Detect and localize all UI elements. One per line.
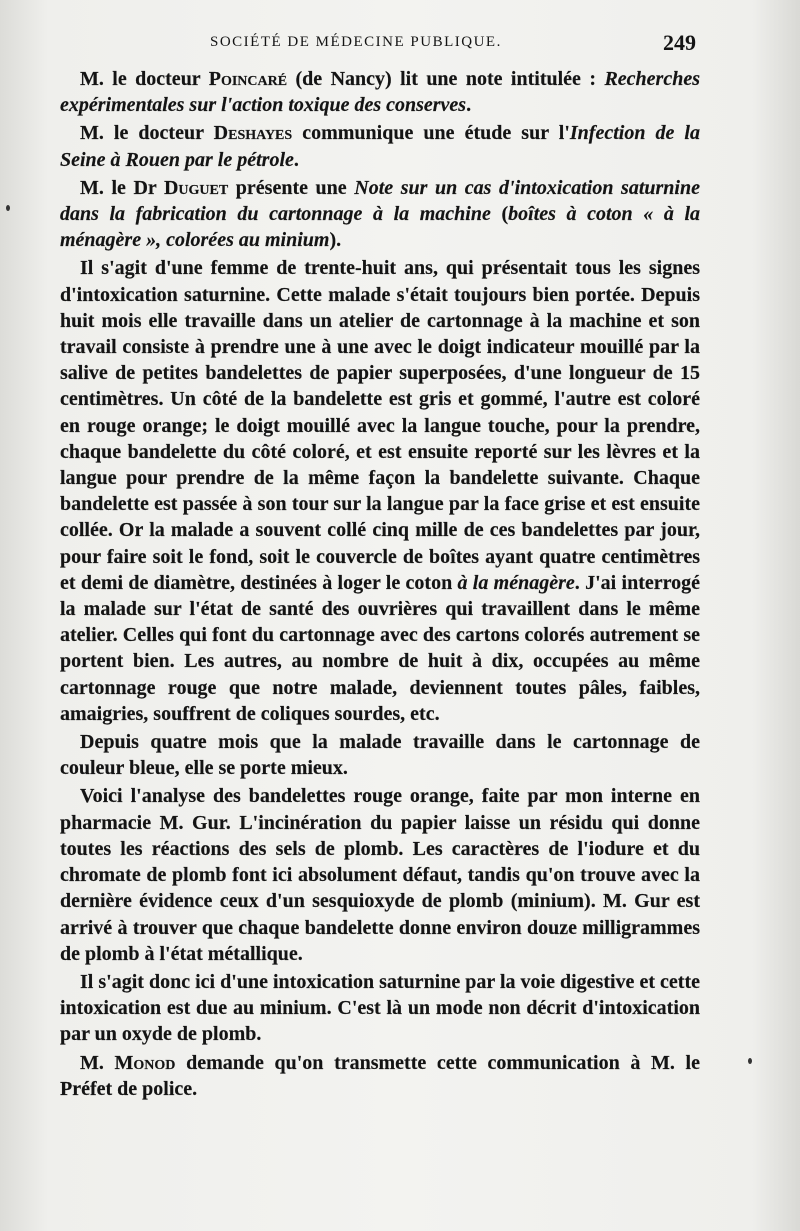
text-run: Depuis quatre mois que la malade travaille dans le cartonnage de couleur bleue, elle se porte mieux. bbox=[60, 731, 700, 780]
text-run: demande qu'on transmette cette communication à M. le Préfet de police. bbox=[60, 1051, 700, 1100]
paragraph-analysis bbox=[60, 783, 700, 966]
text-run: M. le docteur bbox=[80, 122, 214, 145]
text-run: communique une étude sur l' bbox=[292, 122, 570, 145]
author-name: Monod bbox=[114, 1051, 176, 1074]
paragraph-blue-cartonnage bbox=[60, 729, 700, 781]
italic-text: Recherches expérimentales sur l'action toxique des conserves bbox=[60, 68, 700, 117]
paragraph-poincare bbox=[60, 66, 700, 118]
text-run: Voici l'analyse des bandelettes rouge orange, faite par mon interne en pharmacie M. Gur. L'incinération du papier laisse un résidu qui donne toutes les réactions des sels de plomb. Les caractères de l'iodure et du chromate de plomb font ici absolument défaut, tandis qu'on trouve avec la dernière évidence ceux d'un sesquioxyde de plomb (minium). M. Gur est arrivé à trouver que chaque bandelette donne environ douze milligrammes de plomb à l'état métallique. bbox=[60, 785, 700, 965]
text-run: (de Nancy) lit une note intitulée : bbox=[287, 68, 605, 90]
italic-text: à la ménagère bbox=[457, 571, 575, 594]
paragraph-monod bbox=[60, 1050, 700, 1102]
text-run: M. le Dr bbox=[80, 176, 164, 199]
text-run: M. bbox=[80, 1051, 115, 1074]
scan-speck bbox=[748, 1058, 752, 1064]
paragraph-duguet bbox=[60, 175, 700, 254]
italic-text: Infection de la Seine à Rouen par le pétrole bbox=[60, 122, 700, 171]
scan-speck bbox=[6, 205, 10, 211]
page-number: 249 bbox=[663, 30, 696, 55]
body-text bbox=[60, 66, 700, 1102]
text-run: Il s'agit d'une femme de trente-huit ans, qui présentait tous les signes d'intoxication saturnine. Cette malade s'était toujours bien portée. Depuis huit mois elle travaille dans un atelier de cartonnage à la machine et son travail consiste à prendre une à une avec le doigt indicateur mouillé par la salive de petites bandelettes de papier superposées, d'une longueur de 15 centimètres. Un côté de la bandelette est gris et gommé, l'autre est coloré en rouge orange; le doigt mouillé avec la langue touche, pour la prendre, chaque bandelette du côté coloré, et est ensuite reporté sur les lèvres et la langue pour prendre de la même façon la bandelette suivante. Chaque bandelette est passée à son tour sur la langue par la face grise et est ensuite collée. Or la malade a souvent collé cinq mille de ces bandelettes par jour, pour faire soit le fond, soit le couvercle de boîtes ayant quatre centimètres et demi de diamètre, destinées à loger le coton bbox=[60, 257, 700, 594]
text-run: M. le docteur bbox=[80, 68, 209, 90]
italic-text: boîtes à coton « à la ménagère », colorées au minium bbox=[60, 203, 700, 252]
running-head bbox=[62, 30, 696, 58]
text-run: présente une bbox=[228, 176, 355, 199]
paragraph-case-description bbox=[60, 255, 700, 727]
text-run: . bbox=[466, 94, 472, 117]
text-run: . J'ai interrogé la malade sur l'état de santé des ouvrières qui travaillent dans le même atelier. Celles qui font du cartonnage avec des cartons colorés autrement se portent bien. Les autres, au nombre de huit à dix, occupées au même cartonnage rouge que notre malade, deviennent toutes pâles, faibles, amaigries, souffrent de coliques sourdes, etc. bbox=[60, 571, 700, 725]
text-run: ( bbox=[490, 203, 509, 226]
text-run: . bbox=[293, 148, 299, 171]
paragraph-conclusion bbox=[60, 969, 700, 1048]
author-name: Deshayes bbox=[213, 122, 293, 145]
author-name: Duguet bbox=[163, 176, 229, 199]
text-run: Il s'agit donc ici d'une intoxication saturnine par la voie digestive et cette intoxication est due au minium. C'est là un mode non décrit d'intoxication par un oxyde de plomb. bbox=[60, 970, 700, 1046]
text-run: ). bbox=[329, 229, 342, 252]
running-title: SOCIÉTÉ DE MÉDECINE PUBLIQUE. bbox=[210, 34, 502, 50]
paragraph-deshayes bbox=[60, 120, 700, 172]
italic-text: Note sur un cas d'intoxication saturnine dans la fabrication du cartonnage à la machine bbox=[60, 176, 700, 226]
author-name: Poincaré bbox=[208, 68, 288, 90]
